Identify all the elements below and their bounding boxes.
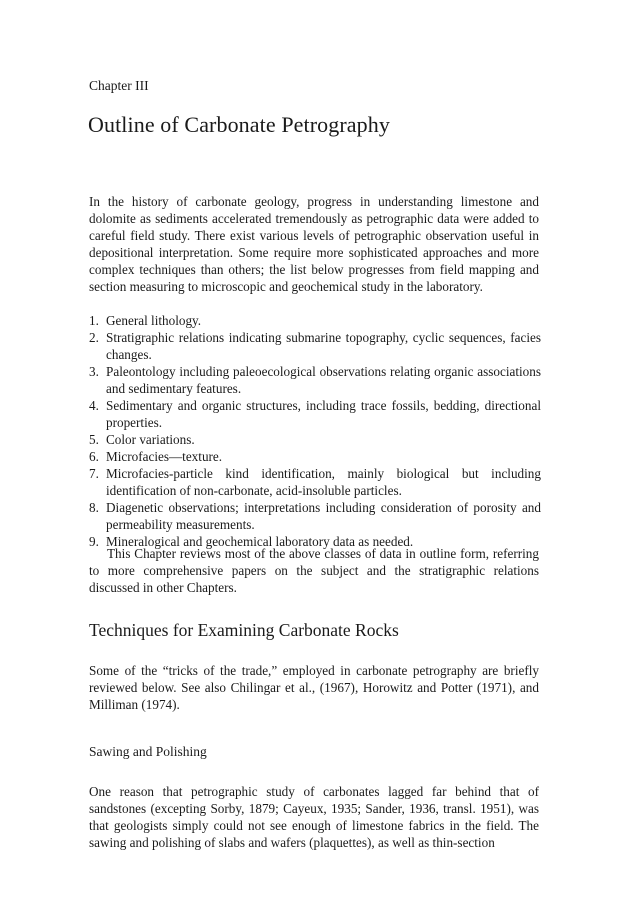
list-item-text: Color variations. [106, 432, 195, 447]
list-item-text: Mineralogical and geochemical laboratory data as needed. [106, 534, 414, 549]
section-heading: Techniques for Examining Carbonate Rocks [89, 620, 399, 640]
list-item-text: Microfacies—texture. [106, 449, 223, 464]
observation-levels-list [89, 312, 541, 550]
list-item [89, 329, 541, 363]
chapter-label: Chapter III [89, 78, 149, 93]
subsection-body-paragraph: One reason that petrographic study of carbonates lagged far behind that of sandstones (excepting Sorby, 1879; Cayeux, 1935; Sander, 1936, transl. 1951), was that geologists simply could not see enough of limestone fabrics in the field. The sawing and polishing of slabs and wafers (plaquettes), as well as thin-section [89, 784, 539, 850]
list-item-number: 6. [89, 449, 99, 464]
list-item-text: General lithology. [106, 313, 202, 328]
summary-paragraph: This Chapter reviews most of the above classes of data in outline form, referring to more comprehensive papers on the subject and the stratigraphic relations discussed in other Chapters. [89, 546, 539, 595]
list-item [89, 431, 541, 448]
list-item-number: 8. [89, 500, 99, 515]
list-item-text: Stratigraphic relations indicating submarine topography, cyclic sequences, facies changes. [106, 330, 541, 362]
list-item-number: 5. [89, 432, 99, 447]
list-item [89, 499, 541, 533]
list-item-text: Sedimentary and organic structures, including trace fossils, bedding, directional properties. [106, 398, 541, 430]
list-item-number: 9. [89, 534, 99, 549]
subsection-heading: Sawing and Polishing [89, 744, 207, 759]
list-item [89, 448, 541, 465]
list-item-text: Diagenetic observations; interpretations including consideration of porosity and permeability measurements. [106, 500, 541, 532]
list-item-number: 2. [89, 330, 99, 345]
chapter-title: Outline of Carbonate Petrography [88, 112, 390, 137]
section-intro-paragraph: Some of the “tricks of the trade,” employed in carbonate petrography are briefly reviewed below. See also Chilingar et al., (1967), Horowitz and Potter (1971), and Milliman (1974). [89, 663, 539, 712]
list-item [89, 465, 541, 499]
list-item [89, 312, 541, 329]
list-item-number: 1. [89, 313, 99, 328]
list-item [89, 363, 541, 397]
list-item-number: 4. [89, 398, 99, 413]
list-item-number: 7. [89, 466, 99, 481]
list-item-text: Paleontology including paleoecological observations relating organic associations and sedimentary features. [106, 364, 541, 396]
list-item [89, 397, 541, 431]
list-item-text: Microfacies-particle kind identification, mainly biological but including identification of non-carbonate, acid-insoluble particles. [106, 466, 541, 498]
list-item-number: 3. [89, 364, 99, 379]
intro-paragraph: In the history of carbonate geology, progress in understanding limestone and dolomite as sediments accelerated tremendously as petrographic data were added to careful field study. There exist various levels of petrographic observation useful in depositional interpretation. Some require more sophisticated approaches and more complex techniques than others; the list below progresses from field mapping and section measuring to microscopic and geochemical study in the laboratory. [89, 194, 539, 294]
